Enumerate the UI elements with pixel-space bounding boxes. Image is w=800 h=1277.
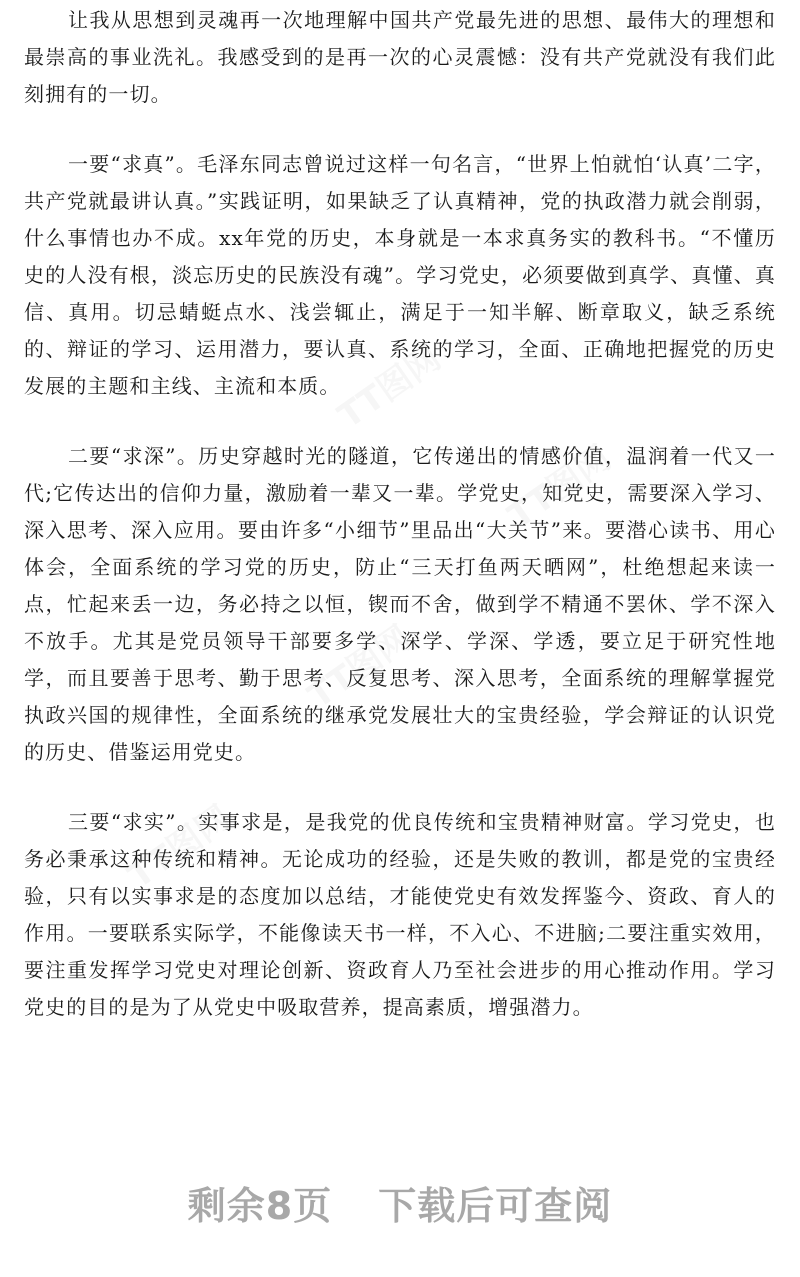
paragraph-intro: 让我从思想到灵魂再一次地理解中国共产党最先进的思想、最伟大的理想和最崇高的事业洗礼。我感受到的是再一次的心灵震憾：没有共产党就没有我们此刻拥有的一切。 (24, 8, 776, 106)
remaining-pages-label[interactable]: 剩余8页 (187, 1183, 333, 1228)
download-prompt-banner[interactable] (0, 1172, 800, 1232)
paragraph-seek-depth: 二要“求深”。历史穿越时光的隧道，它传递出的情感价值，温润着一代又一代;它传达出的信仰力量，激励着一辈又一辈。学党史，知党史，需要深入学习、深入思考、深入应用。要由许多“小细节”里品出“大关节”来。要潜心读书、用心体会，全面系统的学习党的历史，防止“三天打鱼两天晒网”，杜绝想起来读一点，忙起来丢一边，务必持之以恒，锲而不舍，做到学不精通不罢休、学不深入不放手。尤其是党员领导干部要多学、深学、学深、学透，要立足于研究性地学，而且要善于思考、勤于思考、反复思考、深入思考，全面系统的理解掌握党执政兴国的规律性，全面系统的继承党发展壮大的宝贵经验，学会辩证的认识党的历史、借鉴运用党史。 (24, 444, 776, 764)
download-to-view-label[interactable]: 下载后可查阅 (378, 1183, 613, 1228)
paragraph-seek-reality: 三要“求实”。实事求是，是我党的优良传统和宝贵精神财富。学习党史，也务必秉承这种传统和精神。无论成功的经验，还是失败的教训，都是党的宝贵经验，只有以实事求是的态度加以总结，才能使党史有效发挥鉴今、资政、育人的作用。一要联系实际学，不能像读天书一样，不入心、不进脑;二要注重实效用，要注重发挥学习党史对理论创新、资政育人乃至社会进步的用心推动作用。学习党史的目的是为了从党史中吸取营养，提高素质，增强潜力。 (24, 810, 776, 1019)
paragraph-seek-truth: 一要“求真”。毛泽东同志曾说过这样一句名言，“世界上怕就怕‘认真’二字，共产党就最讲认真。”实践证明，如果缺乏了认真精神，党的执政潜力就会削弱，什么事情也办不成。xx年党的历史，本身就是一本求真务实的教科书。“不懂历史的人没有根，淡忘历史的民族没有魂”。学习党史，必须要做到真学、真懂、真信、真用。切忌蜻蜓点水、浅尝辄止，满足于一知半解、断章取义，缺乏系统的、辩证的学习、运用潜力，要认真、系统的学习，全面、正确地把握党的历史发展的主题和主线、主流和本质。 (24, 152, 776, 398)
document-body (24, 2, 776, 1026)
